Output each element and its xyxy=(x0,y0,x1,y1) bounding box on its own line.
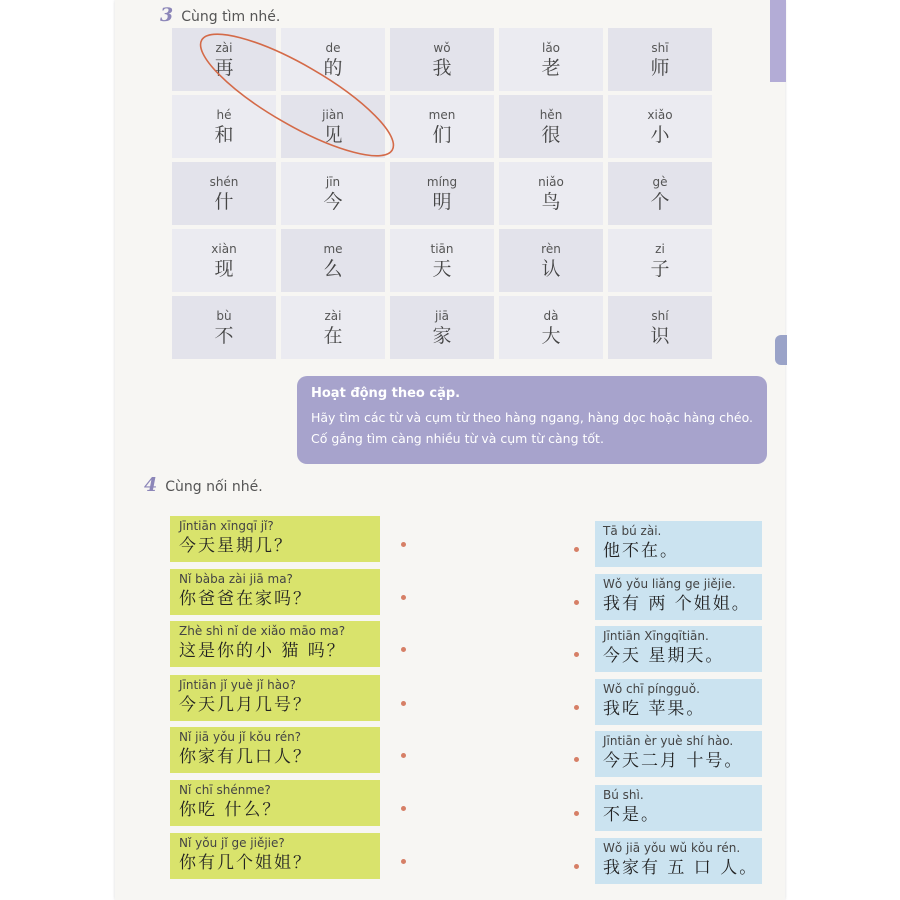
grid-cell-hanzi: 在 xyxy=(323,324,343,347)
grid-cell-pinyin: rèn xyxy=(541,241,561,256)
grid-cell-hanzi: 的 xyxy=(323,56,343,79)
grid-cell-pinyin: míng xyxy=(426,174,458,189)
grid-cell[interactable] xyxy=(172,229,276,292)
grid-cell-pinyin: gè xyxy=(652,174,668,189)
sentence-hanzi: 你爸爸在家吗？ xyxy=(179,589,312,609)
grid-cell-hanzi: 不 xyxy=(214,324,234,347)
sentence-pinyin: Jīntiān jǐ yuè jǐ hào? xyxy=(179,678,296,692)
grid-cell-pinyin: hěn xyxy=(539,107,563,122)
grid-cell[interactable] xyxy=(499,162,603,225)
grid-cell[interactable] xyxy=(499,28,603,91)
grid-cell[interactable] xyxy=(281,28,385,91)
left-match-dot[interactable] xyxy=(401,595,406,600)
right-sentence xyxy=(595,626,762,672)
grid-cell-hanzi: 我 xyxy=(432,56,452,79)
right-sentence xyxy=(595,574,762,620)
activity-title: Hoạt động theo cặp. xyxy=(311,386,461,401)
sentence-hanzi: 这是你的小 猫 吗？ xyxy=(179,641,346,661)
sentence-pinyin: Wǒ jiā yǒu wǔ kǒu rén. xyxy=(603,841,741,855)
grid-cell-hanzi: 大 xyxy=(541,324,561,347)
right-match-dot[interactable] xyxy=(574,811,579,816)
grid-cell-pinyin: jīn xyxy=(325,174,341,189)
grid-cell[interactable] xyxy=(499,229,603,292)
page-edge-tab xyxy=(775,335,787,365)
sentence-pinyin: Nǐ yǒu jǐ ge jiějie? xyxy=(179,836,285,850)
grid-cell[interactable] xyxy=(390,28,494,91)
left-sentence xyxy=(170,516,380,562)
grid-cell[interactable] xyxy=(281,229,385,292)
sentence-hanzi: 我有 两 个姐姐。 xyxy=(603,594,751,614)
sentence-pinyin: Bú shì. xyxy=(603,788,644,802)
sentence-pinyin: Nǐ jiā yǒu jǐ kǒu rén? xyxy=(179,730,302,744)
right-match-dot[interactable] xyxy=(574,757,579,762)
right-match-dot[interactable] xyxy=(574,600,579,605)
grid-cell-hanzi: 再 xyxy=(214,56,234,79)
grid-cell[interactable] xyxy=(281,162,385,225)
grid-cell-pinyin: tiān xyxy=(430,241,454,256)
activity-note xyxy=(297,376,767,464)
grid-cell-pinyin: zài xyxy=(215,40,233,55)
sentence-hanzi: 今天二月 十号。 xyxy=(603,751,744,771)
grid-cell-hanzi: 认 xyxy=(541,257,561,280)
grid-cell-pinyin: shī xyxy=(651,40,669,55)
grid-cell[interactable] xyxy=(499,296,603,359)
sentence-pinyin: Nǐ bàba zài jiā ma? xyxy=(179,572,293,586)
sentence-hanzi: 今天 星期天。 xyxy=(603,646,725,666)
grid-cell-hanzi: 老 xyxy=(541,56,561,79)
left-sentence xyxy=(170,780,380,826)
grid-cell-hanzi: 鸟 xyxy=(541,190,561,213)
grid-cell-hanzi: 么 xyxy=(323,257,343,280)
left-match-dot[interactable] xyxy=(401,753,406,758)
grid-cell-hanzi: 子 xyxy=(650,257,670,280)
sentence-hanzi: 不是。 xyxy=(603,805,660,825)
grid-cell[interactable] xyxy=(608,296,712,359)
section-title: Cùng nối nhé. xyxy=(165,479,263,495)
grid-cell[interactable] xyxy=(499,95,603,158)
grid-cell-hanzi: 很 xyxy=(541,123,561,146)
section-number: 3 xyxy=(160,4,174,26)
grid-cell-pinyin: men xyxy=(428,107,456,122)
grid-cell-pinyin: shí xyxy=(651,308,669,323)
left-match-dot[interactable] xyxy=(401,647,406,652)
section-title: Cùng tìm nhé. xyxy=(181,9,281,25)
grid-cell[interactable] xyxy=(172,162,276,225)
grid-cell-pinyin: shén xyxy=(209,174,239,189)
left-sentence xyxy=(170,621,380,667)
grid-cell-hanzi: 个 xyxy=(650,190,670,213)
grid-cell-hanzi: 识 xyxy=(650,324,670,347)
left-match-dot[interactable] xyxy=(401,542,406,547)
grid-cell[interactable] xyxy=(172,28,276,91)
grid-cell[interactable] xyxy=(281,296,385,359)
grid-cell-hanzi: 今 xyxy=(323,190,343,213)
grid-cell-pinyin: wǒ xyxy=(433,40,451,55)
grid-cell-pinyin: zi xyxy=(655,241,665,256)
sentence-hanzi: 我家有 五 口 人。 xyxy=(603,858,759,878)
right-sentence xyxy=(595,838,762,884)
grid-cell-hanzi: 们 xyxy=(432,123,452,146)
left-sentence xyxy=(170,569,380,615)
grid-cell-hanzi: 什 xyxy=(214,190,234,213)
grid-cell[interactable] xyxy=(608,95,712,158)
sentence-pinyin: Jīntiān Xīngqītiān. xyxy=(603,629,709,643)
sentence-hanzi: 今天星期几？ xyxy=(179,536,293,556)
activity-body: Hãy tìm các từ và cụm từ theo hàng ngang, hàng dọc hoặc hàng chéo. Cố gắng tìm càng nhiều từ và cụm từ càng tốt. xyxy=(311,410,753,446)
grid-cell-hanzi: 小 xyxy=(650,123,670,146)
grid-cell-pinyin: de xyxy=(325,40,341,55)
grid-cell-pinyin: dà xyxy=(543,308,559,323)
left-sentence xyxy=(170,675,380,721)
grid-cell[interactable] xyxy=(608,229,712,292)
grid-cell-pinyin: lǎo xyxy=(541,40,561,55)
right-match-dot[interactable] xyxy=(574,864,579,869)
left-sentence xyxy=(170,833,380,879)
grid-cell-pinyin: me xyxy=(323,241,343,256)
grid-cell[interactable] xyxy=(390,95,494,158)
grid-cell-hanzi: 天 xyxy=(432,257,452,280)
word-search-grid xyxy=(172,28,712,359)
grid-cell[interactable] xyxy=(608,28,712,91)
grid-cell-pinyin: niǎo xyxy=(538,174,564,189)
grid-cell-pinyin: jiàn xyxy=(322,107,344,122)
grid-cell-hanzi: 现 xyxy=(214,257,234,280)
right-match-dot[interactable] xyxy=(574,652,579,657)
right-sentence xyxy=(595,731,762,777)
grid-cell-pinyin: xiàn xyxy=(211,241,237,256)
grid-cell-pinyin: xiǎo xyxy=(647,107,673,122)
right-sentence xyxy=(595,785,762,831)
section-number: 4 xyxy=(144,474,158,496)
left-match-dot[interactable] xyxy=(401,701,406,706)
left-match-dot[interactable] xyxy=(401,806,406,811)
grid-cell-pinyin: hé xyxy=(216,107,232,122)
page-edge-strip xyxy=(770,0,786,82)
grid-cell[interactable] xyxy=(390,229,494,292)
sentence-pinyin: Zhè shì nǐ de xiǎo māo ma? xyxy=(179,624,346,638)
left-match-dot[interactable] xyxy=(401,859,406,864)
sentence-pinyin: Nǐ chī shénme? xyxy=(179,783,271,797)
grid-cell-pinyin: jiā xyxy=(434,308,450,323)
grid-cell-pinyin: zài xyxy=(324,308,342,323)
right-match-dot[interactable] xyxy=(574,705,579,710)
grid-cell[interactable] xyxy=(390,162,494,225)
sentence-pinyin: Jīntiān èr yuè shí hào. xyxy=(603,734,734,748)
grid-cell[interactable] xyxy=(172,95,276,158)
sentence-pinyin: Jīntiān xīngqī jǐ? xyxy=(179,519,274,533)
sentence-hanzi: 你有几个姐姐？ xyxy=(179,853,312,873)
grid-cell[interactable] xyxy=(390,296,494,359)
right-sentence xyxy=(595,679,762,725)
grid-cell-hanzi: 见 xyxy=(323,123,343,146)
grid-cell-hanzi: 师 xyxy=(650,56,670,79)
grid-cell[interactable] xyxy=(608,162,712,225)
sentence-pinyin: Wǒ chī píngguǒ. xyxy=(603,682,700,696)
sentence-hanzi: 你吃 什么？ xyxy=(179,800,282,820)
section-4-heading xyxy=(144,474,263,496)
grid-cell-pinyin: bù xyxy=(216,308,232,323)
sentence-pinyin: Wǒ yǒu liǎng ge jiějie. xyxy=(603,577,736,591)
grid-cell-hanzi: 明 xyxy=(432,190,452,213)
sentence-hanzi: 今天几月几号？ xyxy=(179,695,312,715)
sentence-hanzi: 你家有几口人？ xyxy=(179,747,312,767)
grid-cell[interactable] xyxy=(172,296,276,359)
grid-cell-hanzi: 家 xyxy=(432,324,452,347)
left-sentence xyxy=(170,727,380,773)
right-sentence xyxy=(595,521,762,567)
sentence-pinyin: Tā bú zài. xyxy=(603,524,662,538)
grid-cell[interactable] xyxy=(281,95,385,158)
section-3-heading xyxy=(160,4,280,26)
right-match-dot[interactable] xyxy=(574,547,579,552)
sentence-hanzi: 我吃 苹果。 xyxy=(603,699,706,719)
sentence-hanzi: 他不在。 xyxy=(603,541,679,561)
grid-cell-hanzi: 和 xyxy=(214,123,234,146)
